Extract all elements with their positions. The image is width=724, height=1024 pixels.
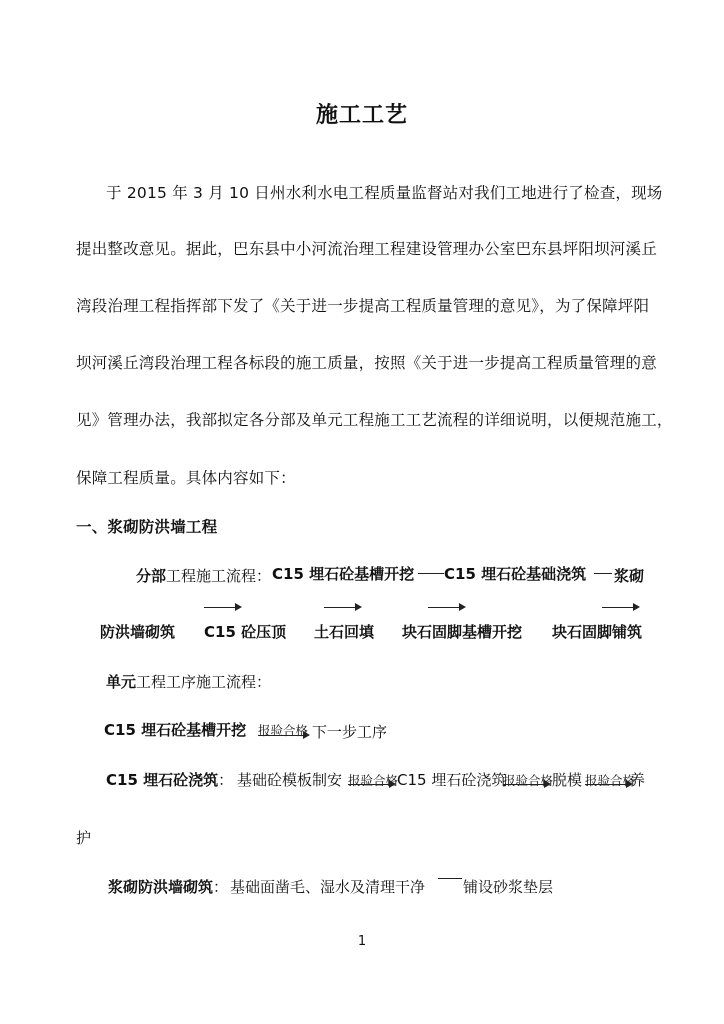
unit-row1-item: C15 埋石砼基槽开挖 [104, 721, 247, 739]
intro-line-6: 保障工程质量。具体内容如下： [76, 469, 296, 487]
intro-line-3: 湾段治理工程指挥部下发了《关于进一步提高工程质量管理的意见》，为了保障坪阳 [76, 297, 650, 315]
flow-step-2: C15 埋石砼基础浇筑 [444, 565, 587, 583]
unit-row3-item: 浆砌防洪墙砌筑 [108, 878, 214, 896]
flow-step-6: 土石回填 [314, 623, 375, 641]
flow-connector-2 [594, 573, 612, 574]
unit-row2-arrow2 [503, 784, 549, 785]
division-flow-label-rest: 工程施工流程： [166, 567, 272, 585]
flow-step-1: C15 埋石砼基槽开挖 [272, 565, 415, 583]
unit-flow-label [106, 671, 271, 692]
unit-row3-head [108, 876, 228, 897]
unit-row2-step1: 基础砼模板制安 [237, 771, 343, 789]
page-number: 1 [357, 934, 367, 949]
unit-row2-check2: 报验合格 [503, 773, 554, 788]
flow-connector-1 [418, 573, 444, 574]
flow-step-4: 防洪墙砌筑 [100, 623, 176, 641]
unit-row1-next: 下一步工序 [312, 723, 388, 741]
flow-step-5: C15 砼压顶 [204, 623, 287, 641]
intro-line-1: 于 2015 年 3 月 10 日州水利水电工程质量监督站对我们工地进行了检查，现场 [106, 184, 663, 202]
flow-arrow-4 [602, 607, 638, 608]
intro-line-2: 提出整改意见。据此，巴东县中小河流治理工程建设管理办公室巴东县坪阳坝河溪丘 [76, 240, 657, 258]
unit-row1-arrow [258, 735, 308, 736]
unit-row2-colon: ： [218, 771, 234, 789]
flow-arrow-3 [428, 607, 464, 608]
unit-flow-label-bold: 单元 [106, 673, 137, 691]
flow-arrow-2 [324, 607, 360, 608]
unit-row2-step3: 脱模 [552, 771, 583, 789]
flow-step-7: 块石固脚基槽开挖 [402, 623, 523, 641]
flow-step-8: 块石固脚铺筑 [552, 623, 643, 641]
intro-line-5: 见》管理办法，我部拟定各分部及单元工程施工工艺流程的详细说明，以便规范施工， [76, 411, 673, 429]
unit-flow-label-rest: 工程工序施工流程： [136, 673, 272, 691]
unit-row2-step2: C15 埋石砼浇筑 [397, 771, 507, 789]
division-flow-label [136, 565, 271, 586]
unit-row2-arrow1 [348, 784, 394, 785]
unit-row2-step4a: 养 [630, 771, 646, 789]
page-title: 施工工艺 [315, 103, 408, 128]
unit-row3-step1: 基础面凿毛、湿水及清理干净 [230, 878, 426, 896]
unit-row2-head [106, 769, 233, 790]
unit-row3-colon: ： [213, 878, 229, 896]
unit-row2-check3: 报验合格 [585, 773, 636, 788]
unit-row1-check: 报验合格 [258, 723, 309, 738]
flow-arrow-1 [204, 607, 240, 608]
flow-step-3: 浆砌 [614, 567, 645, 585]
unit-row2-item: C15 埋石砼浇筑 [106, 771, 219, 789]
division-flow-label-bold: 分部 [136, 567, 167, 585]
unit-row2-arrow3 [585, 784, 631, 785]
unit-row3-connector [438, 878, 462, 879]
unit-row3-step2: 铺设砂浆垫层 [463, 878, 554, 896]
intro-line-4: 坝河溪丘湾段治理工程各标段的施工质量，按照《关于进一步提高工程质量管理的意 [76, 354, 657, 372]
section-heading: 一、浆砌防洪墙工程 [76, 518, 218, 536]
unit-row2-step4b: 护 [76, 829, 92, 847]
unit-row2-check1: 报验合格 [348, 773, 399, 788]
